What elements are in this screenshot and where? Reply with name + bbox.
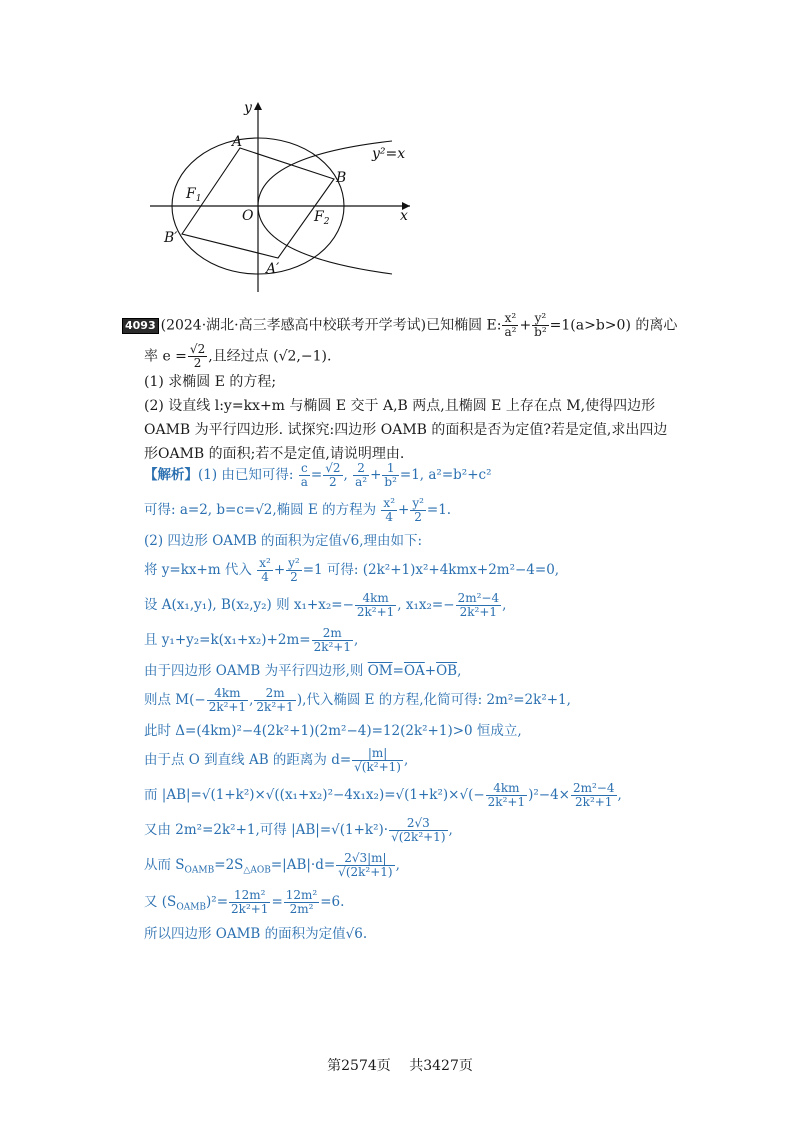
ellipse-parabola-figure — [142, 96, 422, 296]
problem-statement — [122, 312, 682, 466]
solution-line-3: (2) 四边形 OAMB 的面积为定值√6,理由如下: — [144, 533, 423, 549]
solution-line-7: 由于四边形 OAMB 为平行四边形,则 $\overline{OM}=\overline{OA}+\overline{OB}$, — [144, 663, 462, 679]
question-2-line-1: (2) 设直线 l:y=kx+m 与椭圆 E 交于 A,B 两点,且椭圆 E 上存在点 M,使得四边形 — [144, 398, 656, 414]
page-footer: 第2574页 共3427页 — [327, 1058, 473, 1074]
solution-line-11: 而 |AB|=√(1+k²)×√((x₁+x₂)²−4x₁x₂)=√(1+k²)×√(− $\frac{4km}{\text{2k²+1}}$ )²−4× $\frac{\text{2m²−4}}{\text{2k²+1}}$ , — [144, 781, 622, 809]
label-A: A — [232, 134, 243, 150]
solution-line-2: 可得: a=2, b=c=√2,椭圆 E 的方程为 $\frac{\text{x²}}{4}$ + $\frac{\text{y²}}{2}$ =1. — [144, 496, 452, 524]
label-A-prime: A′ — [266, 261, 280, 277]
solution-line-10: 由于点 O 到直线 AB 的距离为 d= $\frac{|m|}{\text{√(k²+1)}}$ , — [144, 746, 409, 774]
solution-line-8: 则点 M(− $\frac{4km}{\text{2k²+1}}$ , $\frac{2m}{\text{2k²+1}}$ ),代入椭圆 E 的方程,化简可得: 2m²=2k²+1, — [144, 686, 571, 714]
stem-c: 率 e = — [144, 348, 187, 365]
solution-line-1: 【解析】(1) 由已知可得: $\frac{c}{a}$ = $\frac{√2}{2}$ , $\frac{2}{\text{a²}}$ + $\frac{1}{\text{b²}}$ =1, a²=b²+c² — [144, 461, 492, 489]
solution-label: 【解析】 — [144, 467, 198, 483]
frac-x2-a2: $\frac{\text{x²}}{\text{a²}}$ — [504, 311, 517, 339]
stem-d: ,且经过点 (√2,−1). — [208, 348, 332, 365]
label-O: O — [242, 208, 254, 224]
frac-y2-b2: $\frac{\text{y²}}{\text{b²}}$ — [534, 311, 547, 339]
solution-line-14: 又 $(S_{OAMB})^2=$ $\frac{\text{12m²}}{\text{2k²+1}}$ = $\frac{\text{12m²}}{\text{2m²}}$ =6. — [144, 887, 345, 916]
label-parabola: y²=x — [372, 146, 406, 162]
label-x: x — [400, 208, 408, 224]
solution-line-6: 且 y₁+y₂=k(x₁+x₂)+2m= $\frac{2m}{\text{2k²+1}}$ , — [144, 626, 359, 654]
problem-line-1: 4093 (2024·湖北·高三孝感高中校联考开学考试)已知椭圆 E: $\frac{\text{x²}}{\text{a²}}$ + $\frac{\text{y²}}{\text{b²}}$ =1(a>b>0) 的离心 — [122, 312, 682, 339]
solution-line-13: 从而 $S_{OAMB}=2S_{\triangle AOB}=|AB|\cdot d=$ $\frac{2√3|m|}{\text{√(2k²+1)}}$ , — [144, 851, 400, 879]
solution — [144, 462, 684, 950]
label-F1: $F_1$ — [186, 186, 202, 204]
solution-line-5: 设 A(x₁,y₁), B(x₂,y₂) 则 x₁+x₂=− $\frac{4km}{\text{2k²+1}}$ , x₁x₂=− $\frac{\text{2m²−4}}{\text{2k²+1}}$ , — [144, 591, 507, 619]
stem-b: =1(a>b>0) 的离心 — [549, 317, 678, 334]
solution-line-4: 将 y=kx+m 代入 $\frac{\text{x²}}{4}$ + $\frac{\text{y²}}{2}$ =1 可得: (2k²+1)x²+4kmx+2m²−4=0, — [144, 556, 560, 584]
problem-line-2 — [122, 343, 682, 370]
label-B: B — [336, 170, 347, 186]
frac-e: $\frac{√2}{2}$ — [189, 342, 206, 370]
problem-source: (2024·湖北·高三孝感高中校联考开学考试) — [160, 317, 427, 334]
question-2-line-3: 形OAMB 的面积;若不是定值,请说明理由. — [144, 446, 405, 462]
question-1: (1) 求椭圆 E 的方程; — [144, 374, 277, 390]
question-2-line-2: OAMB 为平行四边形. 试探究:四边形 OAMB 的面积是否为定值?若是定值,求出四边 — [144, 422, 668, 438]
solution-line-9: 此时 Δ=(4km)²−4(2k²+1)(2m²−4)=12(2k²+1)>0 恒成立, — [144, 723, 522, 739]
solution-line-12: 又由 2m²=2k²+1,可得 |AB|=√(1+k²)· $\frac{2√3}{\text{√(2k²+1)}}$ , — [144, 816, 453, 844]
label-y: y — [244, 100, 252, 116]
problem-number-badge: 4093 — [122, 318, 159, 334]
figure-svg — [142, 96, 422, 296]
label-F2: $F_2$ — [314, 209, 330, 227]
y-axis-arrow — [254, 102, 262, 110]
solution-line-15: 所以四边形 OAMB 的面积为定值√6. — [144, 926, 368, 943]
stem-a: 已知椭圆 E: — [426, 317, 502, 334]
label-B-prime: B′ — [164, 230, 178, 246]
